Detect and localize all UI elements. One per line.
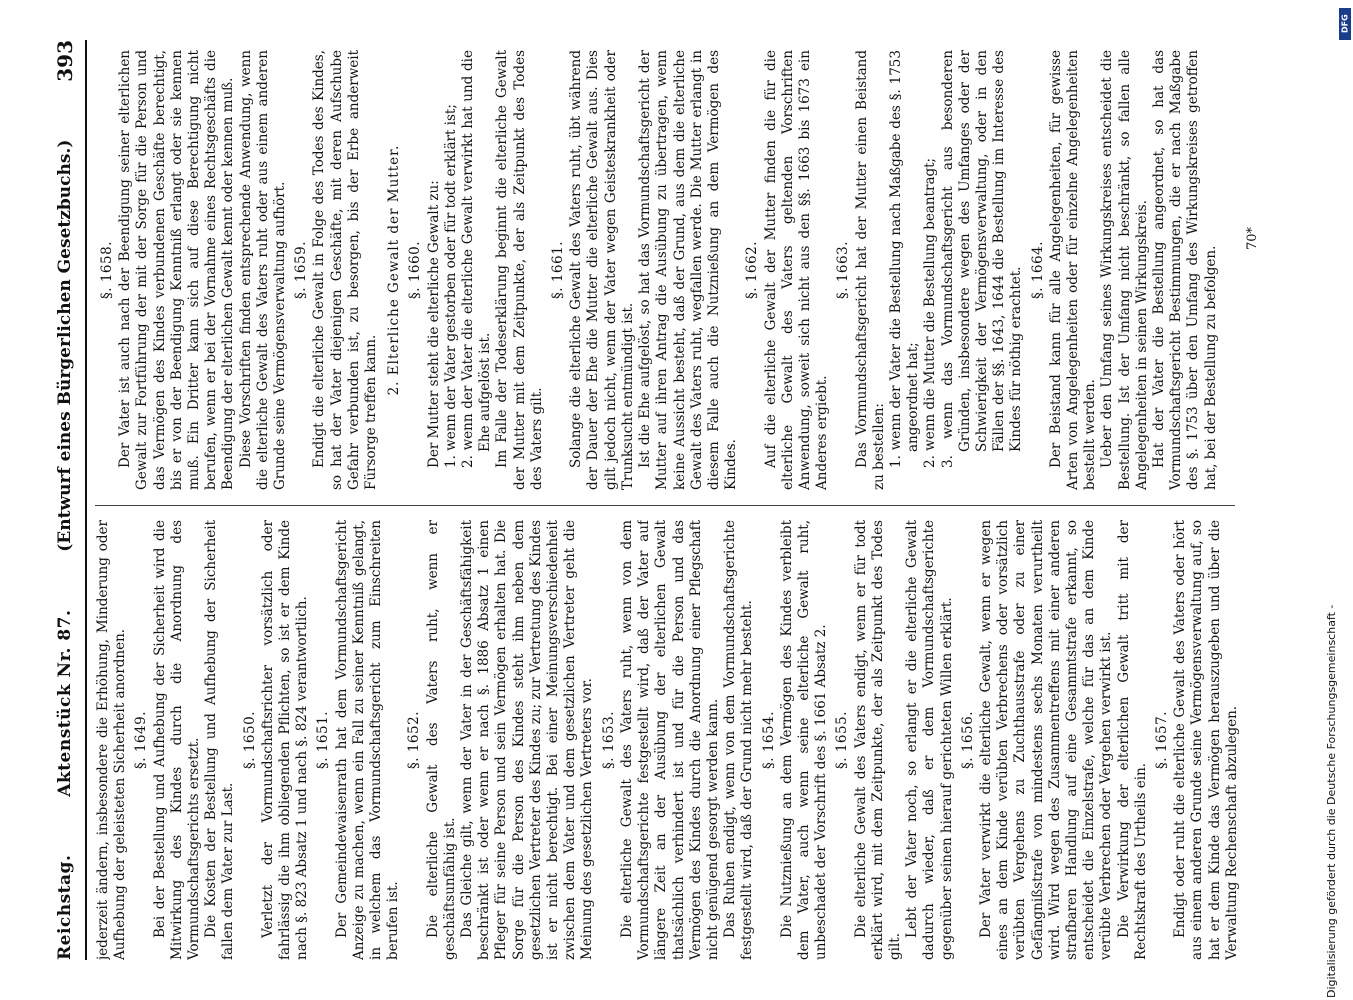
paragraph: Das Ruhen endigt, wenn von dem Vormundschaftsgerichte festgestellt wird, daß der Grund nicht mehr besteht. bbox=[722, 520, 756, 960]
section-number: §. 1664. bbox=[1029, 241, 1046, 299]
header-middle: Aktenstück Nr. 87. bbox=[55, 609, 75, 797]
section-number: §. 1649. bbox=[133, 711, 150, 769]
section-number: §. 1660. bbox=[407, 241, 424, 299]
subheading: 2. Elterliche Gewalt der Mutter. bbox=[386, 144, 403, 396]
paragraph: Die elterliche Gewalt des Vaters ruht, wenn von dem Vormundschaftsgerichte festgestellt wird, daß der Vater auf längere Zeit an der Ausübung der elterlichen Gewalt thatsächlich verhindert ist und für die Person und das Vermögen des Kindes durch die Anordnung einer Pflegschaft nicht genügend gesorgt werden kann. bbox=[618, 520, 721, 960]
list-item: 3. wenn das Vormundschaftsgericht aus besonderen Gründen, insbesondere wegen des Umfanges oder der Schwierigkeit der Vermögensverwaltung, oder in den Fällen der §§. 1643, 1644 die Bestellung im Interesse des Kindes für nöthig erachtet. bbox=[939, 50, 1025, 468]
page-number: 393 bbox=[53, 40, 77, 82]
section-number: §. 1652. bbox=[406, 711, 423, 769]
section-number: §. 1653. bbox=[600, 711, 617, 769]
digitization-note bbox=[1325, 605, 1338, 998]
column-divider bbox=[95, 505, 1235, 506]
paragraph: Diese Vorschriften finden entsprechende Anwendung, wenn die elterliche Gewalt des Vaters ruht oder aus einem anderen Grunde seine Vermögensverwaltung aufhört. bbox=[237, 50, 289, 490]
paragraph: Die Kosten der Bestellung und Aufhebung der Sicherheit fallen dem Vater zur Last. bbox=[203, 520, 237, 960]
paragraph: Solange die elterliche Gewalt des Vaters ruht, übt während der Dauer der Ehe die Mutter die elterliche Gewalt aus. Dies gilt jedoch nicht, wenn der Vater wegen Geisteskrankheit oder Trunksucht entmündigt ist. bbox=[568, 50, 636, 490]
paragraph: Ueber den Umfang seines Wirkungskreises entscheidet die Bestellung. Ist der Umfang nicht beschränkt, so fallen alle Angelegenheiten in seinen Wirkungskreis. bbox=[1099, 50, 1150, 490]
section-number: §. 1658. bbox=[99, 241, 115, 299]
paragraph: Der Mutter steht die elterliche Gewalt zu: bbox=[425, 180, 442, 468]
page-mark: 70* bbox=[1245, 226, 1260, 250]
list-item: 2. wenn die Mutter die Bestellung beantragt; bbox=[922, 157, 939, 468]
list-item: 1. wenn der Vater die Bestellung nach Maßgabe des §. 1753 angeordnet hat; bbox=[887, 50, 922, 468]
paragraph: Der Vater verwirkt die elterliche Gewalt, wenn er wegen eines an dem Kinde verübten Verbrechens oder vorsätzlich verübten Vergehens zu Zuchthausstrafe oder zu einer Gefängnißstrafe von mindestens sechs Monaten verurtheilt wird. Wird wegen des Zusammentreffens mit einer anderen strafbaren Handlung auf eine Gesammtstrafe erkannt, so entscheidet die Einzelstrafe, welche für das an dem Kinde verübte Verbrechen oder Vergehen verwirkt ist. bbox=[977, 520, 1115, 960]
paragraph: jederzeit ändern, insbesondere die Erhöhung, Minderung oder Aufhebung der geleisteten Sicherheit anordnen. bbox=[95, 520, 129, 960]
section-number: §. 1650. bbox=[241, 711, 258, 769]
paragraph: Auf die elterliche Gewalt der Mutter finden die für die elterliche Gewalt des Vaters geltenden Vorschriften Anwendung, soweit sich nicht aus den §§. 1663 bis 1673 ein Anderes ergiebt. bbox=[762, 50, 831, 490]
paragraph: Der Vater ist auch nach der Beendigung seiner elterlichen Gewalt zur Fortführung der mit der Sorge für die Person und das Vermögen des Kindes verbundenen Geschäfte berechtigt, bis er von der Beendigung Kenntniß erlangt oder sie kennen muß. Ein Dritter kann sich auf diese Berechtigung nicht berufen, wenn er bei der Vornahme eines Rechtsgeschäfts die Beendigung der elterlichen Gewalt kennt oder kennen muß. bbox=[117, 50, 237, 490]
header-title: (Entwurf eines Bürgerlichen Gesetzbuchs.) bbox=[55, 139, 75, 552]
right-column bbox=[95, 50, 1265, 490]
paragraph: Der Gemeindewaisenrath hat dem Vormundschaftsgericht Anzeige zu machen, wenn ein Fall zu seiner Kenntniß gelangt, in welchem das Vormundschaftsgericht zum Einschreiten berufen ist. bbox=[333, 520, 402, 960]
paragraph: Die Nutznießung an dem Vermögen des Kindes verbleibt dem Vater, auch wenn seine elterliche Gewalt ruht, unbeschadet der Vorschrift des §. 1661 Absatz 2. bbox=[778, 520, 830, 960]
section-number: §. 1655. bbox=[834, 711, 851, 769]
paragraph: Bei der Bestellung und Aufhebung der Sicherheit wird die Mitwirkung des Kindes durch die Anordnung des Vormundschaftsgerichts ersetzt. bbox=[151, 520, 203, 960]
paragraph: Der Beistand kann für alle Angelegenheiten, für gewisse Arten von Angelegenheiten oder für einzelne Angelegenheiten bestellt werden. bbox=[1047, 50, 1099, 490]
dfg-logo-icon: DFG bbox=[1339, 8, 1351, 40]
section-number: §. 1661. bbox=[550, 241, 567, 299]
section-number: §. 1663. bbox=[835, 241, 852, 299]
paragraph: Endigt die elterliche Gewalt in Folge des Todes des Kindes, so hat der Vater diejenigen Geschäfte, mit deren Aufschube Gefahr verbunden ist, zu besorgen, bis der Erbe anderweit Fürsorge treffen kann. bbox=[311, 50, 380, 490]
section-number: §. 1651. bbox=[315, 711, 332, 769]
paragraph: Lebt der Vater noch, so erlangt er die elterliche Gewalt dadurch wieder, daß er dem Vormundschaftsgerichte gegenüber seinen hierauf gerichteten Willen erklärt. bbox=[904, 520, 955, 960]
paragraph: Im Falle der Todeserklärung beginnt die elterliche Gewalt der Mutter mit dem Zeitpunkte, der als Zeitpunkt des Todes des Vaters gilt. bbox=[494, 50, 545, 490]
list-item: 2. wenn der Vater die elterliche Gewalt verwirkt hat und die Ehe aufgelöst ist. bbox=[460, 50, 494, 468]
page-header bbox=[45, 40, 87, 960]
section-number: §. 1654. bbox=[760, 711, 777, 769]
paragraph: Das Vormundschaftsgericht hat der Mutter einen Beistand zu bestellen: bbox=[853, 50, 887, 490]
paragraph: Die Verwirkung der elterlichen Gewalt tritt mit der Rechtskraft des Urtheils ein. bbox=[1115, 520, 1149, 960]
paragraph: Ist die Ehe aufgelöst, so hat das Vormundschaftsgericht der Mutter auf ihren Antrag die Ausübung zu übertragen, wenn keine Aussicht besteht, daß der Grund, aus dem die elterliche Gewalt des Vaters ruht, wegfallen werde. Die Mutter erlangt in diesem Falle auch die Nutznießung an dem Vermögen des Kindes. bbox=[637, 50, 740, 490]
paragraph: Das Gleiche gilt, wenn der Vater in der Geschäftsfähigkeit beschränkt ist oder wenn er nach §. 1886 Absatz 1 einen Pfleger für seine Person und sein Vermögen erhalten hat. Die Sorge für die Person des Kindes steht ihm neben dem gesetzlichen Vertreter des Kindes zu; zur Vertretung des Kindes ist er nicht berechtigt. Bei einer Meinungsverschiedenheit zwischen dem Vater und dem gesetzlichen Vertreter geht die Meinung des gesetzlichen Vertreters vor. bbox=[459, 520, 596, 960]
paragraph: Endigt oder ruht die elterliche Gewalt des Vaters oder hört aus einem anderen Grunde seine Vermögensverwaltung auf, so hat er dem Kinde das Vermögen herauszugeben und über die Verwaltung Rechenschaft abzulegen. bbox=[1172, 520, 1240, 960]
section-number: §. 1662. bbox=[744, 241, 761, 299]
digitization-text: Digitalisierung gefördert durch die Deutsche Forschungsgemeinschaft - bbox=[1325, 604, 1338, 998]
section-number: §. 1657. bbox=[1153, 711, 1170, 769]
paragraph: Hat der Vater die Bestellung angeordnet, so hat das Vormundschaftsgericht Bestimmungen, die er nach Maßgabe des §. 1753 über den Umfang des Wirkungskreises getroffen hat, bei der Bestellung zu befolgen. bbox=[1150, 50, 1219, 490]
section-number: §. 1656. bbox=[959, 711, 976, 769]
left-column bbox=[95, 520, 1265, 960]
list-item: 1. wenn der Vater gestorben oder für todt erklärt ist; bbox=[442, 104, 459, 468]
paragraph: Die elterliche Gewalt des Vaters endigt, wenn er für todt erklärt wird, mit dem Zeitpunkte, der als Zeitpunkt des Todes gilt. bbox=[852, 520, 903, 960]
section-number: §. 1659. bbox=[293, 241, 310, 299]
document-page bbox=[45, 30, 1285, 970]
header-left: Reichstag. bbox=[55, 854, 75, 960]
paragraph: Die elterliche Gewalt des Vaters ruht, wenn er geschäftsunfähig ist. bbox=[424, 520, 458, 960]
paragraph: Verletzt der Vormundschaftsrichter vorsätzlich oder fahrlässig die ihm obliegenden Pflichten, so ist er dem Kinde nach §. 823 Absatz 1 und nach §. 824 verantwortlich. bbox=[259, 520, 311, 960]
